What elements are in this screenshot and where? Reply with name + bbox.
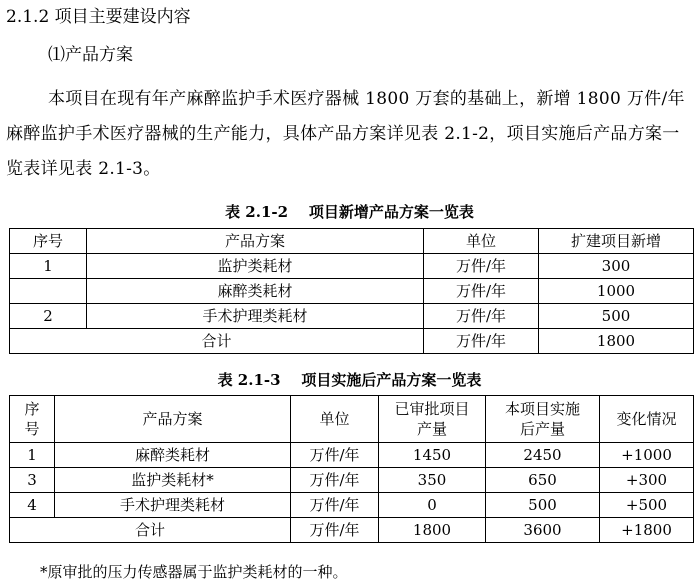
table-new-products: [9, 228, 694, 354]
cell-unit: 万件/年: [291, 493, 379, 518]
cell-no: 4: [10, 493, 55, 518]
cell-after: 500: [486, 493, 600, 518]
header-product: 产品方案: [87, 229, 424, 254]
header-unit: 单位: [424, 229, 539, 254]
cell-change: +300: [600, 468, 694, 493]
cell-no: 3: [10, 468, 55, 493]
header-no: [10, 396, 55, 443]
header-after: [486, 396, 600, 443]
cell-no: 1: [10, 443, 55, 468]
table-header-row: [10, 396, 694, 443]
header-unit: 单位: [291, 396, 379, 443]
cell-approved: 1450: [379, 443, 486, 468]
cell-value: 1000: [539, 279, 694, 304]
cell-unit: 万件/年: [424, 304, 539, 329]
cell-product: 麻醉类耗材: [87, 279, 424, 304]
cell-no: 1: [10, 254, 87, 279]
cell-approved: 350: [379, 468, 486, 493]
header-no-line1: 序: [24, 400, 40, 418]
header-new: 扩建项目新增: [539, 229, 694, 254]
header-after-line2: 后产量: [519, 420, 565, 438]
cell-change: +1800: [600, 518, 694, 543]
cell-product: 监护类耗材*: [55, 468, 291, 493]
cell-product: 手术护理类耗材: [87, 304, 424, 329]
table-total-row: [10, 518, 694, 543]
table1-caption: 表 2.1-2 项目新增产品方案一览表: [225, 203, 474, 221]
cell-unit: 万件/年: [424, 254, 539, 279]
header-approved-line1: 已审批项目: [394, 400, 470, 418]
cell-after: 650: [486, 468, 600, 493]
table-products-after: [9, 395, 694, 543]
cell-value: 500: [539, 304, 694, 329]
cell-after: 3600: [486, 518, 600, 543]
header-change: 变化情况: [600, 396, 694, 443]
cell-no: [10, 279, 87, 304]
cell-approved: 0: [379, 493, 486, 518]
table-total-row: [10, 329, 694, 354]
section-heading: 2.1.2 项目主要建设内容: [6, 7, 191, 27]
header-approved-line2: 产量: [416, 420, 447, 438]
cell-total-label: 合计: [10, 518, 291, 543]
cell-change: +500: [600, 493, 694, 518]
cell-product: 麻醉类耗材: [55, 443, 291, 468]
section-subheading: ⑴产品方案: [48, 45, 133, 65]
table-row: [10, 468, 694, 493]
header-no: 序号: [10, 229, 87, 254]
cell-value: 300: [539, 254, 694, 279]
header-after-line1: 本项目实施: [504, 400, 580, 418]
cell-unit: 万件/年: [291, 468, 379, 493]
table-header-row: [10, 229, 694, 254]
cell-product: 监护类耗材: [87, 254, 424, 279]
cell-no: 2: [10, 304, 87, 329]
body-paragraph: 本项目在现有年产麻醉监护手术医疗器械 1800 万套的基础上，新增 1800 万件/年麻醉监护手术医疗器械的生产能力，具体产品方案详见表 2.1-2，项目实施后产品方案一览表详见表 2.1-3。: [6, 89, 685, 179]
cell-unit: 万件/年: [291, 443, 379, 468]
table-row: [10, 279, 694, 304]
cell-approved: 1800: [379, 518, 486, 543]
cell-unit: 万件/年: [291, 518, 379, 543]
table-row: [10, 304, 694, 329]
table2-caption: 表 2.1-3 项目实施后产品方案一览表: [217, 371, 482, 389]
cell-total-value: 1800: [539, 329, 694, 354]
footnote: *原审批的压力传感器属于监护类耗材的一种。: [40, 563, 348, 581]
cell-total-label: 合计: [10, 329, 424, 354]
cell-change: +1000: [600, 443, 694, 468]
cell-after: 2450: [486, 443, 600, 468]
cell-product: 手术护理类耗材: [55, 493, 291, 518]
table-row: [10, 493, 694, 518]
cell-unit: 万件/年: [424, 279, 539, 304]
header-approved: [379, 396, 486, 443]
header-no-line2: 号: [24, 420, 40, 438]
cell-unit: 万件/年: [424, 329, 539, 354]
table-row: [10, 254, 694, 279]
header-product: 产品方案: [55, 396, 291, 443]
table-row: [10, 443, 694, 468]
